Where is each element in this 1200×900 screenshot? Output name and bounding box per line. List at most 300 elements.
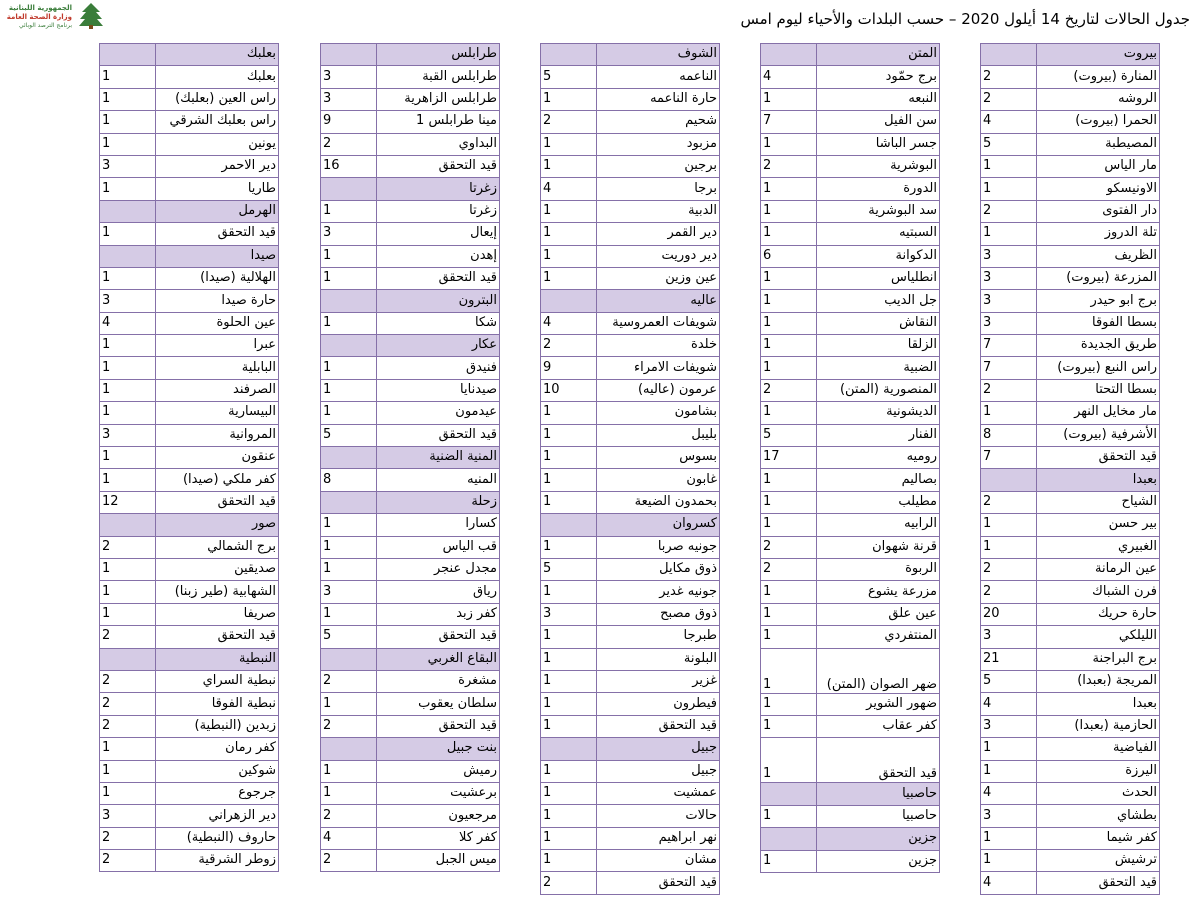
locality-name: راس النبع (بيروت) (1037, 357, 1160, 379)
case-count: 1 (761, 223, 817, 245)
case-count: 3 (981, 245, 1037, 267)
locality-name: برجا (597, 178, 720, 200)
table-row (541, 805, 720, 827)
table-row (981, 805, 1160, 827)
locality-name: قيد التحقق (597, 715, 720, 737)
table-row (981, 536, 1160, 558)
locality-name: برج حمّود (817, 66, 940, 88)
table-row (321, 379, 500, 401)
case-count: 1 (761, 335, 817, 357)
locality-name: ضهر الصوان (المتن) (817, 648, 940, 693)
case-count: 1 (100, 335, 156, 357)
locality-name: دير دوريت (597, 245, 720, 267)
locality-name: زغرتا (377, 200, 500, 222)
table-row (761, 850, 940, 872)
table-row (100, 424, 279, 446)
table-row (100, 290, 279, 312)
district-header-row (981, 44, 1160, 66)
table-row (541, 603, 720, 625)
case-count: 3 (541, 603, 597, 625)
case-count: 1 (321, 603, 377, 625)
case-count: 1 (761, 312, 817, 334)
locality-name: الزلقا (817, 335, 940, 357)
table-row (100, 558, 279, 580)
locality-name: مرجعيون (377, 805, 500, 827)
district-header-row (100, 514, 279, 536)
case-count: 1 (541, 782, 597, 804)
locality-name: روميه (817, 447, 940, 469)
table-row (761, 88, 940, 110)
locality-name: خلدة (597, 335, 720, 357)
table-row (321, 760, 500, 782)
table-row (761, 626, 940, 648)
locality-name: ميس الجبل (377, 850, 500, 872)
table-row (761, 111, 940, 133)
locality-name: طاريا (156, 178, 279, 200)
district-header-row (541, 290, 720, 312)
locality-name: سن الفيل (817, 111, 940, 133)
case-count: 16 (321, 155, 377, 177)
case-count: 1 (541, 693, 597, 715)
table-row (981, 402, 1160, 424)
case-count: 1 (100, 66, 156, 88)
locality-name: جسر الباشا (817, 133, 940, 155)
case-count: 2 (100, 693, 156, 715)
locality-name: مشان (597, 850, 720, 872)
case-count: 1 (761, 514, 817, 536)
case-count: 1 (100, 88, 156, 110)
table-row (981, 312, 1160, 334)
cases-table (540, 43, 720, 895)
case-count: 1 (541, 402, 597, 424)
locality-name: تلة الدروز (1037, 223, 1160, 245)
table-row (541, 693, 720, 715)
locality-name: عين الرمانة (1037, 558, 1160, 580)
case-count: 3 (321, 66, 377, 88)
table-row (761, 715, 940, 737)
case-count: 9 (321, 111, 377, 133)
table-row (761, 245, 940, 267)
table-row (981, 558, 1160, 580)
table-row (981, 66, 1160, 88)
case-count (321, 178, 377, 200)
case-count: 1 (761, 581, 817, 603)
locality-name: مينا طرابلس 1 (377, 111, 500, 133)
table-row (981, 111, 1160, 133)
case-count: 21 (981, 648, 1037, 670)
table-row (321, 469, 500, 491)
case-count: 2 (981, 200, 1037, 222)
table-row (981, 491, 1160, 513)
case-count (100, 44, 156, 66)
case-count: 2 (321, 670, 377, 692)
case-count: 1 (321, 760, 377, 782)
table-row (321, 827, 500, 849)
locality-name: الضبية (817, 357, 940, 379)
case-count: 1 (981, 827, 1037, 849)
locality-name: برعشيت (377, 782, 500, 804)
table-row (541, 424, 720, 446)
district-name: الشوف (597, 44, 720, 66)
table-row (761, 738, 940, 783)
table-row (541, 66, 720, 88)
cases-table (320, 43, 500, 872)
table-row (100, 715, 279, 737)
case-count (321, 335, 377, 357)
table-row (100, 402, 279, 424)
table-row (761, 267, 940, 289)
district-name: البترون (377, 290, 500, 312)
case-count: 1 (321, 267, 377, 289)
table-row (981, 581, 1160, 603)
case-count: 3 (981, 715, 1037, 737)
locality-name: الشهابية (طير زبنا) (156, 581, 279, 603)
case-count (321, 447, 377, 469)
locality-name: بير حسن (1037, 514, 1160, 536)
district-header-row (321, 648, 500, 670)
case-count: 3 (981, 267, 1037, 289)
locality-name: بسطا التحتا (1037, 379, 1160, 401)
locality-name: جونيه صربا (597, 536, 720, 558)
locality-name: راس العين (بعلبك) (156, 88, 279, 110)
locality-name: عين الحلوة (156, 312, 279, 334)
case-count: 7 (761, 111, 817, 133)
district-header-row (761, 828, 940, 850)
locality-name: الأشرفية (بيروت) (1037, 424, 1160, 446)
case-count: 2 (100, 715, 156, 737)
table-row (541, 335, 720, 357)
table-row (100, 357, 279, 379)
table-row (541, 223, 720, 245)
district-name: صور (156, 514, 279, 536)
district-name: جبيل (597, 738, 720, 760)
table-row (541, 850, 720, 872)
case-count: 1 (541, 200, 597, 222)
table-row (981, 738, 1160, 760)
locality-name: شحيم (597, 111, 720, 133)
locality-name: صديقين (156, 558, 279, 580)
district-name: المتن (817, 44, 940, 66)
locality-name: بسطا الفوقا (1037, 312, 1160, 334)
case-count: 2 (321, 805, 377, 827)
case-count: 1 (321, 312, 377, 334)
table-row (541, 491, 720, 513)
locality-name: دار الفتوى (1037, 200, 1160, 222)
table-row (761, 491, 940, 513)
table-row (541, 626, 720, 648)
table-row (541, 88, 720, 110)
locality-name: الاونيسكو (1037, 178, 1160, 200)
locality-name: عيدمون (377, 402, 500, 424)
table-row (761, 581, 940, 603)
case-count: 2 (981, 581, 1037, 603)
locality-name: السبتيه (817, 223, 940, 245)
table-row (541, 200, 720, 222)
table-row (100, 133, 279, 155)
case-count: 1 (541, 805, 597, 827)
case-count: 12 (100, 491, 156, 513)
table-row (761, 805, 940, 827)
locality-name: عنقون (156, 447, 279, 469)
case-count (761, 828, 817, 850)
table-row (981, 693, 1160, 715)
table-row (100, 603, 279, 625)
district-table-5 (99, 43, 274, 872)
locality-name: النقاش (817, 312, 940, 334)
logo-line-ministry: وزارة الصحة العامة (6, 13, 72, 21)
case-count: 1 (321, 357, 377, 379)
case-count: 5 (981, 133, 1037, 155)
locality-name: شكا (377, 312, 500, 334)
case-count: 4 (981, 111, 1037, 133)
table-row (100, 66, 279, 88)
locality-name: جبيل (597, 760, 720, 782)
case-count: 1 (981, 738, 1037, 760)
table-row (981, 715, 1160, 737)
locality-name: بطشاي (1037, 805, 1160, 827)
table-row (100, 335, 279, 357)
district-header-row (321, 290, 500, 312)
table-row (981, 648, 1160, 670)
district-name: عكار (377, 335, 500, 357)
locality-name: قيد التحقق (377, 626, 500, 648)
table-row (321, 402, 500, 424)
case-count (981, 469, 1037, 491)
table-row (100, 155, 279, 177)
district-name: صيدا (156, 245, 279, 267)
case-count: 7 (981, 335, 1037, 357)
case-count: 1 (541, 88, 597, 110)
case-count: 5 (321, 424, 377, 446)
case-count: 1 (100, 178, 156, 200)
locality-name: عمشيت (597, 782, 720, 804)
table-row (761, 223, 940, 245)
table-row (541, 357, 720, 379)
case-count: 2 (981, 379, 1037, 401)
locality-name: البابلية (156, 357, 279, 379)
table-row (541, 827, 720, 849)
case-count: 1 (541, 469, 597, 491)
locality-name: رياق (377, 581, 500, 603)
case-count: 4 (761, 66, 817, 88)
table-row (981, 245, 1160, 267)
district-name: بعبدا (1037, 469, 1160, 491)
case-count: 2 (541, 335, 597, 357)
table-row (541, 155, 720, 177)
case-count: 4 (981, 872, 1037, 894)
case-count: 1 (321, 200, 377, 222)
locality-name: بشامون (597, 402, 720, 424)
table-row (981, 827, 1160, 849)
table-row (761, 693, 940, 715)
locality-name: جرجوع (156, 782, 279, 804)
case-count: 4 (981, 782, 1037, 804)
case-count: 1 (100, 782, 156, 804)
locality-name: البلونة (597, 648, 720, 670)
locality-name: الغبيري (1037, 536, 1160, 558)
table-row (321, 111, 500, 133)
table-row (761, 66, 940, 88)
locality-name: مطيلب (817, 491, 940, 513)
table-row (321, 312, 500, 334)
case-count: 2 (981, 491, 1037, 513)
table-row (100, 670, 279, 692)
case-count: 2 (541, 111, 597, 133)
locality-name: جونيه غدير (597, 581, 720, 603)
table-row (321, 267, 500, 289)
case-count (541, 290, 597, 312)
district-name: طرابلس (377, 44, 500, 66)
locality-name: سد البوشرية (817, 200, 940, 222)
table-row (541, 558, 720, 580)
locality-name: حاصبيا (817, 805, 940, 827)
table-row (100, 469, 279, 491)
locality-name: الحمرا (بيروت) (1037, 111, 1160, 133)
case-count: 1 (100, 558, 156, 580)
table-row (981, 155, 1160, 177)
table-row (541, 178, 720, 200)
locality-name: طرابلس القبة (377, 66, 500, 88)
locality-name: ذوق مكايل (597, 558, 720, 580)
table-row (541, 379, 720, 401)
case-count: 1 (981, 514, 1037, 536)
locality-name: الرابيه (817, 514, 940, 536)
table-row (761, 558, 940, 580)
case-count: 1 (981, 760, 1037, 782)
district-header-row (761, 783, 940, 805)
locality-name: عرمون (عاليه) (597, 379, 720, 401)
locality-name: مار مخايل النهر (1037, 402, 1160, 424)
table-row (321, 223, 500, 245)
case-count (321, 44, 377, 66)
case-count: 2 (321, 850, 377, 872)
case-count: 20 (981, 603, 1037, 625)
locality-name: الفياضية (1037, 738, 1160, 760)
locality-name: الدورة (817, 178, 940, 200)
locality-name: البوشرية (817, 155, 940, 177)
cedar-emblem-icon (78, 2, 104, 30)
case-count: 1 (321, 379, 377, 401)
table-row (100, 379, 279, 401)
locality-name: مار الياس (1037, 155, 1160, 177)
locality-name: المزرعة (بيروت) (1037, 267, 1160, 289)
case-count: 1 (321, 782, 377, 804)
table-row (100, 88, 279, 110)
locality-name: سلطان يعقوب (377, 693, 500, 715)
locality-name: مزبود (597, 133, 720, 155)
case-count: 1 (100, 581, 156, 603)
table-row (761, 357, 940, 379)
locality-name: يونين (156, 133, 279, 155)
ministry-logo (6, 2, 106, 34)
case-count: 1 (541, 850, 597, 872)
locality-name: بحمدون الضيعة (597, 491, 720, 513)
locality-name: صريفا (156, 603, 279, 625)
district-header-row (981, 469, 1160, 491)
table-row (541, 447, 720, 469)
locality-name: ضهور الشوير (817, 693, 940, 715)
case-count: 1 (761, 805, 817, 827)
case-count: 6 (761, 245, 817, 267)
locality-name: قب الياس (377, 536, 500, 558)
case-count: 1 (761, 469, 817, 491)
case-count: 1 (761, 715, 817, 737)
table-row (981, 424, 1160, 446)
table-row (541, 581, 720, 603)
case-count: 1 (761, 648, 817, 693)
locality-name: كفر ملكي (صيدا) (156, 469, 279, 491)
case-count (321, 491, 377, 513)
case-count: 1 (541, 670, 597, 692)
locality-name: برج ابو حيدر (1037, 290, 1160, 312)
district-name: زغرتا (377, 178, 500, 200)
locality-name: حالات (597, 805, 720, 827)
case-count: 1 (321, 402, 377, 424)
case-count: 7 (981, 447, 1037, 469)
table-row (541, 267, 720, 289)
table-row (100, 447, 279, 469)
table-row (100, 267, 279, 289)
page-title: جدول الحالات لتاريخ 14 أيلول 2020 – حسب البلدات والأحياء ليوم امس (740, 10, 1190, 28)
case-count: 1 (761, 603, 817, 625)
district-name: كسروان (597, 514, 720, 536)
district-header-row (541, 44, 720, 66)
cases-table (99, 43, 279, 872)
table-row (321, 424, 500, 446)
locality-name: زبدين (النبطية) (156, 715, 279, 737)
locality-name: بسوس (597, 447, 720, 469)
locality-name: برجين (597, 155, 720, 177)
district-header-row (100, 648, 279, 670)
table-row (321, 155, 500, 177)
table-row (761, 200, 940, 222)
case-count (100, 514, 156, 536)
case-count: 2 (761, 379, 817, 401)
case-count: 1 (541, 648, 597, 670)
case-count: 3 (981, 312, 1037, 334)
case-count: 1 (100, 267, 156, 289)
table-row (981, 447, 1160, 469)
case-count: 1 (981, 178, 1037, 200)
case-count: 1 (100, 738, 156, 760)
locality-name: الحازمية (بعبدا) (1037, 715, 1160, 737)
locality-name: مجدل عنجر (377, 558, 500, 580)
table-row (761, 290, 940, 312)
locality-name: قرنة شهوان (817, 536, 940, 558)
locality-name: ذوق مصبح (597, 603, 720, 625)
table-row (541, 111, 720, 133)
table-row (761, 155, 940, 177)
case-count (100, 200, 156, 222)
table-row (321, 626, 500, 648)
locality-name: قيد التحقق (597, 872, 720, 894)
table-row (541, 469, 720, 491)
table-row (981, 872, 1160, 894)
case-count: 1 (541, 133, 597, 155)
table-row (541, 670, 720, 692)
case-count: 1 (761, 357, 817, 379)
locality-name: بعلبك (156, 66, 279, 88)
table-row (100, 693, 279, 715)
case-count: 9 (541, 357, 597, 379)
locality-name: برج البراجنة (1037, 648, 1160, 670)
district-table-4 (320, 43, 495, 872)
table-row (321, 245, 500, 267)
locality-name: قيد التحقق (156, 626, 279, 648)
case-count: 4 (541, 312, 597, 334)
table-row (541, 312, 720, 334)
district-name: بنت جبيل (377, 738, 500, 760)
